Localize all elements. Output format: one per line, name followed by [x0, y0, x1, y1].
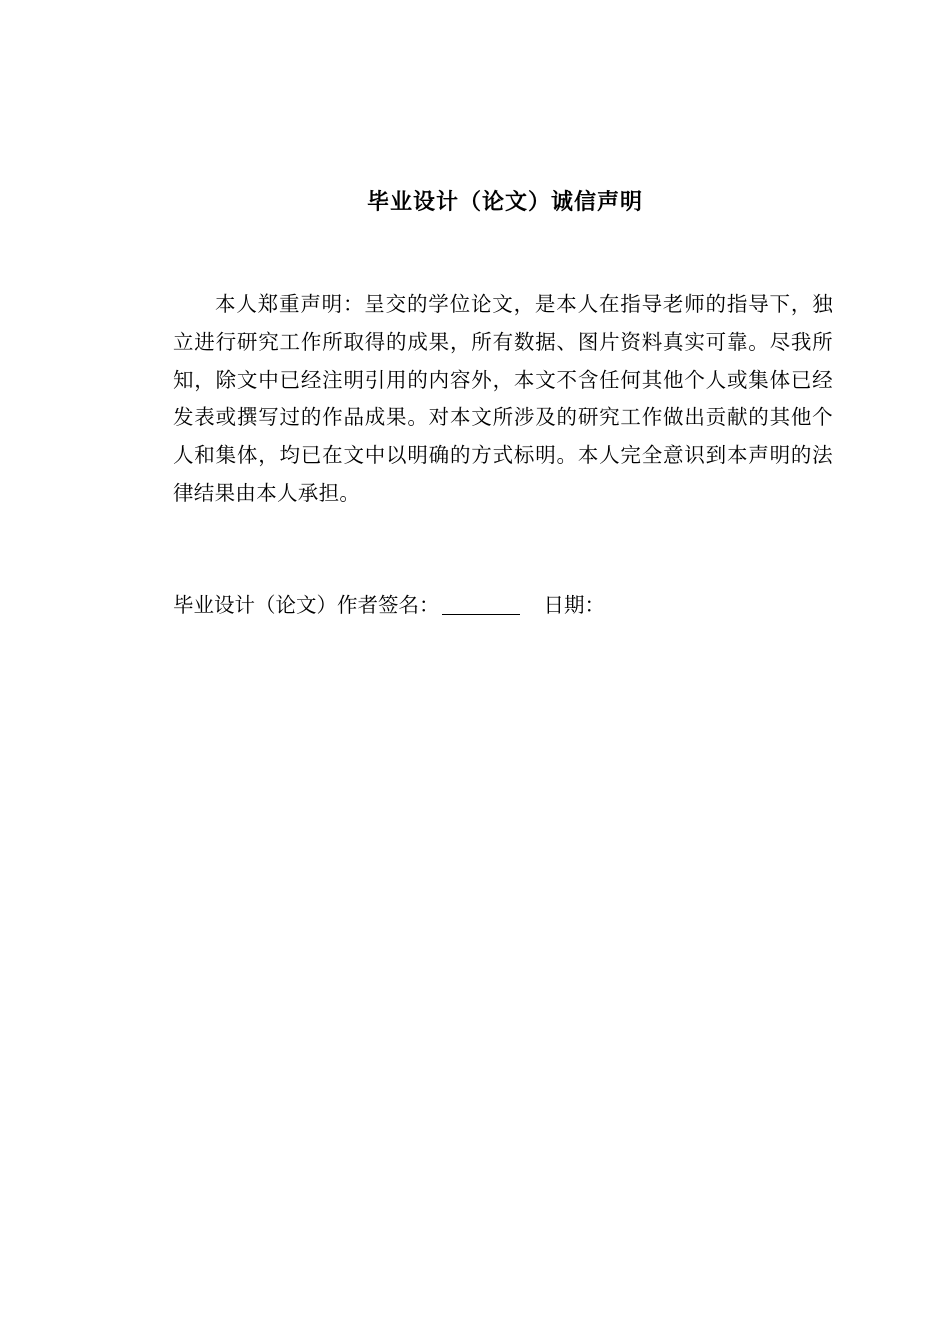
declaration-paragraph: 本人郑重声明：呈交的学位论文，是本人在指导老师的指导下，独立进行研究工作所取得的成果，所有数据、图片资料真实可靠。尽我所知，除文中已经注明引用的内容外，本文不含任何其他个人或集体已经发表或撰写过的作品成果。对本文所涉及的研究工作做出贡献的其他个人和集体，均已在文中以明确的方式标明。本人完全意识到本声明的法律结果由本人承担。: [173, 292, 833, 505]
date-label: 日期：: [543, 593, 605, 617]
document-title: 毕业设计（论文）诚信声明: [366, 190, 643, 215]
signature-row: [173, 588, 605, 622]
signature-blank-line: [442, 592, 520, 615]
signature-label: 毕业设计（论文）作者签名：: [173, 593, 440, 617]
